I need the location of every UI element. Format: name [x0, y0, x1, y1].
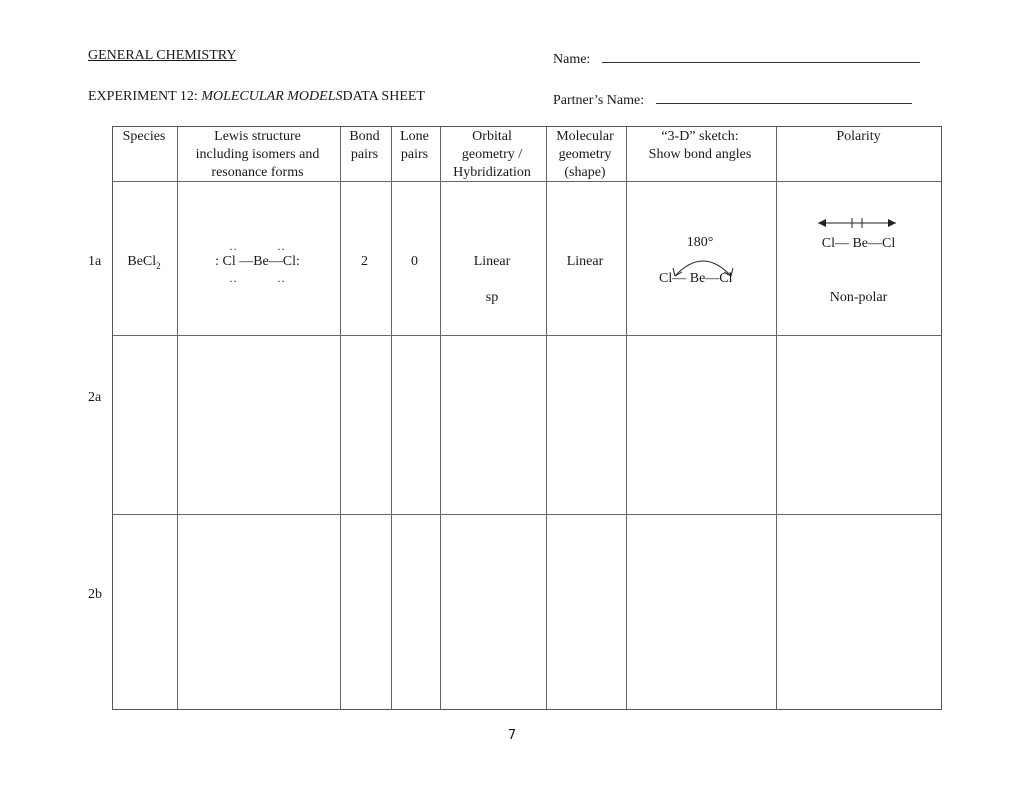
col-divider: [391, 127, 392, 709]
col-divider: [776, 127, 777, 709]
polarity-molecule: Cl— Be—Cl: [821, 236, 896, 251]
sketch-be: Be: [689, 271, 706, 286]
lewis-dots-bottom: .. ..: [229, 271, 286, 285]
name-label: [553, 48, 920, 68]
header-line: Orbital: [472, 129, 512, 144]
partner-blank[interactable]: [656, 89, 912, 104]
header-lewis: [176, 126, 339, 182]
polarity-result: Non-polar: [829, 290, 888, 305]
row-divider: [113, 335, 941, 336]
header-line: Hybridization: [453, 165, 531, 180]
name-blank[interactable]: [602, 48, 920, 63]
row-divider: [113, 514, 941, 515]
header-bond-pairs: [339, 126, 390, 164]
header-line: pairs: [400, 147, 429, 162]
header-line: Bond: [349, 129, 380, 144]
header-species: [112, 126, 176, 146]
header-sketch: [625, 126, 775, 164]
row-label-2b: 2b: [88, 587, 102, 602]
name-label-text: Name:: [553, 52, 591, 67]
lewis-dots-top: .. ..: [229, 239, 286, 253]
header-line: pairs: [350, 147, 379, 162]
header-line: Lewis structure: [214, 129, 301, 144]
partner-label-text: Partner’s Name:: [553, 93, 645, 108]
col-divider: [626, 127, 627, 709]
page-number: 7: [507, 728, 517, 743]
col-divider: [440, 127, 441, 709]
header-polarity: [775, 126, 942, 146]
data-table: [112, 126, 942, 710]
experiment-prefix: EXPERIMENT 12:: [88, 89, 198, 104]
sketch-molecule: Cl— Be—Cl: [659, 271, 733, 286]
sketch-cl-right: Cl: [719, 271, 733, 286]
header-line: including isomers and: [195, 147, 320, 162]
lone-pairs-value: 0: [411, 254, 418, 269]
col-divider: [340, 127, 341, 709]
species-subscript: 2: [156, 260, 161, 271]
bond-pairs-value: 2: [361, 254, 368, 269]
row-label-2a: 2a: [88, 390, 102, 405]
species-cell: [112, 254, 176, 271]
header-line: (shape): [564, 165, 606, 180]
hybridization-value: sp: [485, 290, 499, 305]
species-formula: BeCl: [127, 254, 157, 269]
header-line: Molecular: [556, 129, 614, 144]
experiment-title: [88, 89, 425, 105]
header-orbital: [439, 126, 545, 182]
orbital-geometry-value: Linear: [473, 254, 511, 269]
header-lone-pairs: [390, 126, 439, 164]
header-line: “3-D” sketch:: [661, 129, 739, 144]
bond-angle-label: 180°: [686, 235, 714, 250]
dipole-arrows-icon: [816, 216, 898, 230]
course-title: GENERAL CHEMISTRY: [88, 48, 237, 63]
header-line: Polarity: [836, 129, 881, 144]
lewis-cell: [176, 238, 339, 286]
experiment-italic: MOLECULAR MODELS: [201, 89, 343, 104]
header-line: Species: [122, 129, 166, 144]
molecular-geometry-value: Linear: [566, 254, 604, 269]
experiment-suffix: DATA SHEET: [342, 89, 425, 104]
header-molecular: [545, 126, 625, 182]
row-label-1a: 1a: [88, 254, 102, 269]
sketch-cl-left: Cl: [659, 271, 673, 286]
header-line: geometry: [558, 147, 612, 162]
header-line: Lone: [400, 129, 429, 144]
col-divider: [177, 127, 178, 709]
partner-label: [553, 89, 912, 109]
header-line: resonance forms: [211, 165, 304, 180]
lewis-formula: : Cl —Be—Cl:: [215, 254, 300, 269]
col-divider: [546, 127, 547, 709]
header-line: geometry /: [461, 147, 523, 162]
header-line: Show bond angles: [648, 147, 752, 162]
